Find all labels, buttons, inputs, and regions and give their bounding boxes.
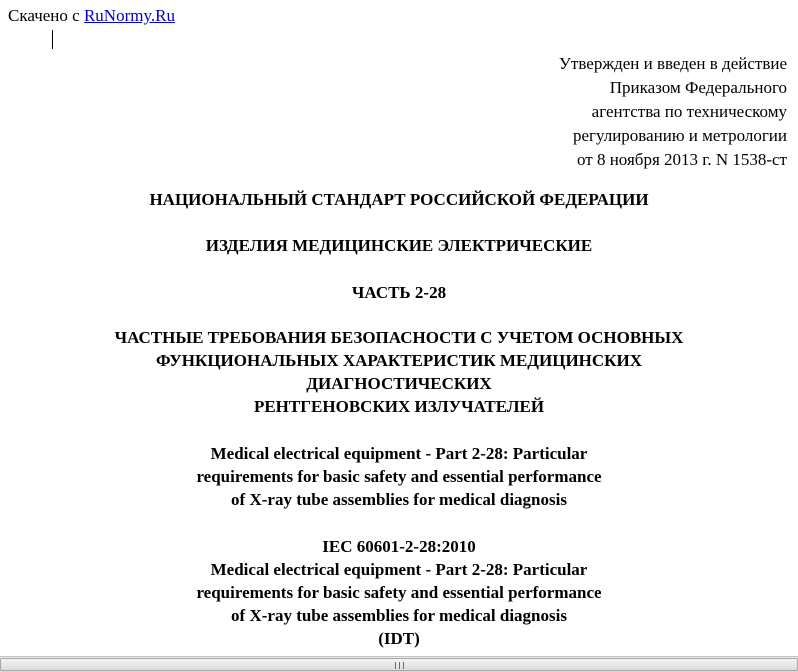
runormy-link[interactable]: RuNormy.Ru xyxy=(83,6,175,25)
source-prefix: Скачено с xyxy=(8,6,84,25)
approval-line: Приказом Федерального xyxy=(609,78,787,97)
iec-line: requirements for basic safety and essential performance xyxy=(196,583,602,602)
source-line xyxy=(8,6,175,26)
iec-line: of X-ray tube assemblies for medical diagnosis xyxy=(231,606,567,625)
grip-line xyxy=(399,662,400,669)
special-line: ЧАСТНЫЕ ТРЕБОВАНИЯ БЕЗОПАСНОСТИ С УЧЕТОМ ОСНОВНЫХ xyxy=(114,328,684,347)
english-line: Medical electrical equipment - Part 2-28: Particular xyxy=(210,444,588,463)
grip-icon xyxy=(395,662,404,669)
text-cursor xyxy=(52,30,53,49)
iec-line: (IDT) xyxy=(378,629,420,648)
horizontal-scrollbar[interactable] xyxy=(0,656,798,672)
approval-line: от 8 ноября 2013 г. N 1538-ст xyxy=(577,150,787,169)
approval-block xyxy=(559,52,787,172)
approval-line: регулированию и метрологии xyxy=(572,126,787,145)
part-text: ЧАСТЬ 2-28 xyxy=(351,283,447,302)
approval-line: агентства по техническому xyxy=(591,102,787,121)
english-line: of X-ray tube assemblies for medical diagnosis xyxy=(231,490,567,509)
scrollbar-thumb[interactable] xyxy=(0,658,798,671)
iec-reference xyxy=(0,535,798,650)
part-title xyxy=(0,282,798,304)
special-line: ФУНКЦИОНАЛЬНЫХ ХАРАКТЕРИСТИК МЕДИЦИНСКИХ xyxy=(156,351,642,370)
special-requirements-title xyxy=(0,326,798,418)
products-text: ИЗДЕЛИЯ МЕДИЦИНСКИЕ ЭЛЕКТРИЧЕСКИЕ xyxy=(205,236,593,255)
english-line: requirements for basic safety and essential performance xyxy=(196,467,602,486)
special-line: РЕНТГЕНОВСКИХ ИЗЛУЧАТЕЛЕЙ xyxy=(253,397,545,416)
grip-line xyxy=(395,662,396,669)
approval-line: Утвержден и введен в действие xyxy=(558,54,787,73)
national-standard-title xyxy=(0,189,798,211)
national-standard-text: НАЦИОНАЛЬНЫЙ СТАНДАРТ РОССИЙСКОЙ ФЕДЕРАЦИИ xyxy=(149,190,649,209)
special-line: ДИАГНОСТИЧЕСКИХ xyxy=(306,374,492,393)
iec-line: Medical electrical equipment - Part 2-28: Particular xyxy=(210,560,588,579)
iec-line: IEC 60601-2-28:2010 xyxy=(322,537,476,556)
english-title xyxy=(0,442,798,511)
grip-line xyxy=(403,662,404,669)
products-title xyxy=(0,235,798,257)
